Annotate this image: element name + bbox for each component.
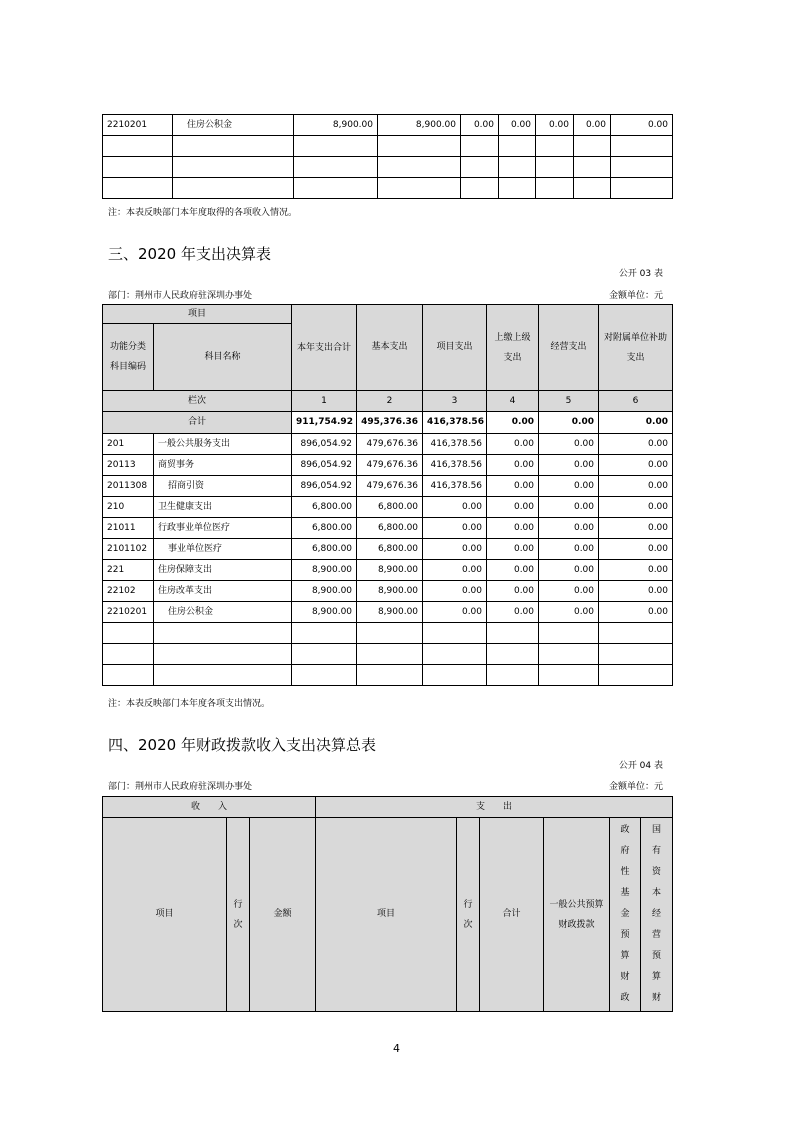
empty-cell	[154, 644, 292, 665]
table-cell: 479,676.36	[357, 455, 423, 476]
empty-cell	[357, 623, 423, 644]
empty-cell	[294, 136, 378, 157]
header-upper: 上缴上级支出	[487, 305, 539, 391]
header-row	[103, 305, 673, 324]
header-row-no: 行次	[227, 818, 250, 1012]
empty-cell	[378, 157, 461, 178]
empty-cell	[599, 623, 673, 644]
empty-cell	[499, 136, 536, 157]
col-number: 2	[357, 391, 423, 412]
empty-cell	[292, 665, 357, 686]
empty-cell	[536, 178, 574, 199]
header-amount: 金额	[250, 818, 316, 1012]
empty-cell	[599, 644, 673, 665]
table-row	[103, 455, 673, 476]
table-cell: 6,800.00	[292, 539, 357, 560]
empty-cell	[599, 665, 673, 686]
table-row	[103, 497, 673, 518]
empty-cell	[103, 136, 173, 157]
section3-unit: 金额单位：元	[608, 291, 663, 301]
table-cell: 住房公积金	[154, 602, 292, 623]
table-cell: 896,054.92	[292, 434, 357, 455]
empty-row	[103, 136, 673, 157]
empty-cell	[611, 157, 673, 178]
table-cell: 0.00	[423, 497, 487, 518]
table-row	[103, 581, 673, 602]
total-value: 495,376.36	[357, 412, 423, 434]
table-row	[103, 434, 673, 455]
table-cell: 6,800.00	[292, 497, 357, 518]
empty-cell	[461, 157, 499, 178]
page-number: 4	[393, 1042, 400, 1055]
table-cell: 479,676.36	[357, 434, 423, 455]
header-state: 国有资本经营预算财	[641, 818, 673, 1012]
total-value: 0.00	[487, 412, 539, 434]
table-row	[103, 602, 673, 623]
empty-cell	[539, 623, 599, 644]
table-cell: 479,676.36	[357, 476, 423, 497]
header-fund: 政府性基金预算财政	[610, 818, 641, 1012]
table-cell: 221	[103, 560, 154, 581]
header-total: 合计	[480, 818, 544, 1012]
empty-cell	[357, 665, 423, 686]
table-cell: 卫生健康支出	[154, 497, 292, 518]
table-cell: 0.00	[487, 539, 539, 560]
section3-heading: 三、2020 年支出决算表	[108, 245, 271, 263]
col-row-label: 栏次	[103, 391, 292, 412]
table-row	[103, 518, 673, 539]
section4-table-no: 公开 04 表	[618, 761, 663, 771]
cell-value: 0.00	[611, 115, 673, 136]
table-cell: 0.00	[423, 581, 487, 602]
table-cell: 0.00	[487, 518, 539, 539]
table-cell: 0.00	[423, 518, 487, 539]
table-cell: 0.00	[539, 518, 599, 539]
empty-cell	[499, 157, 536, 178]
empty-cell	[461, 136, 499, 157]
empty-cell	[103, 644, 154, 665]
table-cell: 210	[103, 497, 154, 518]
empty-cell	[611, 136, 673, 157]
table-cell: 20113	[103, 455, 154, 476]
empty-cell	[103, 623, 154, 644]
table-cell: 8,900.00	[292, 581, 357, 602]
table-cell: 0.00	[599, 455, 673, 476]
header-project: 项目	[103, 305, 292, 324]
cell-value: 8,900.00	[378, 115, 461, 136]
empty-cell	[294, 157, 378, 178]
fiscal-summary-table	[102, 796, 673, 1012]
table-cell: 0.00	[423, 560, 487, 581]
empty-cell	[357, 644, 423, 665]
total-value: 0.00	[599, 412, 673, 434]
table-cell: 0.00	[487, 560, 539, 581]
empty-row	[103, 157, 673, 178]
empty-cell	[487, 623, 539, 644]
total-value: 0.00	[539, 412, 599, 434]
empty-cell	[103, 178, 173, 199]
table-row	[103, 115, 673, 136]
table-row	[103, 560, 673, 581]
table-cell: 一般公共服务支出	[154, 434, 292, 455]
cell-value: 0.00	[574, 115, 611, 136]
table-cell: 住房改革支出	[154, 581, 292, 602]
header-subsidy: 对附属单位补助支出	[599, 305, 673, 391]
section3-dept: 部门：荆州市人民政府驻深圳办事处	[108, 291, 253, 301]
table-cell: 0.00	[539, 434, 599, 455]
total-value: 911,754.92	[292, 412, 357, 434]
cell-value: 0.00	[536, 115, 574, 136]
table-cell: 6,800.00	[357, 518, 423, 539]
empty-cell	[103, 157, 173, 178]
table-cell: 0.00	[599, 560, 673, 581]
table-cell: 416,378.56	[423, 455, 487, 476]
table-cell: 6,800.00	[357, 539, 423, 560]
table-cell: 0.00	[539, 455, 599, 476]
table-cell: 0.00	[539, 581, 599, 602]
empty-cell	[173, 157, 294, 178]
col-number: 4	[487, 391, 539, 412]
table-cell: 0.00	[599, 602, 673, 623]
expense-table	[102, 304, 673, 686]
cell-value: 0.00	[461, 115, 499, 136]
empty-cell	[294, 178, 378, 199]
empty-cell	[103, 665, 154, 686]
cell-value: 8,900.00	[294, 115, 378, 136]
table-cell: 0.00	[599, 581, 673, 602]
empty-cell	[154, 623, 292, 644]
table-cell: 2210201	[103, 602, 154, 623]
col-number: 1	[292, 391, 357, 412]
empty-row	[103, 623, 673, 644]
cell-value: 0.00	[499, 115, 536, 136]
empty-cell	[487, 665, 539, 686]
empty-cell	[574, 178, 611, 199]
table-cell: 0.00	[423, 602, 487, 623]
table-cell: 0.00	[599, 434, 673, 455]
header-total: 本年支出合计	[292, 305, 357, 391]
empty-cell	[499, 178, 536, 199]
expense-note: 注：本表反映部门本年度各项支出情况。	[108, 699, 271, 709]
table-cell: 商贸事务	[154, 455, 292, 476]
empty-cell	[378, 178, 461, 199]
table-cell: 8,900.00	[292, 602, 357, 623]
empty-cell	[378, 136, 461, 157]
table-cell: 0.00	[487, 581, 539, 602]
section3-table-no: 公开 03 表	[618, 269, 663, 279]
section4-dept: 部门：荆州市人民政府驻深圳办事处	[108, 782, 253, 792]
cell-name: 住房公积金	[173, 115, 294, 136]
table-cell: 21011	[103, 518, 154, 539]
table-cell: 0.00	[539, 497, 599, 518]
table-cell: 8,900.00	[357, 602, 423, 623]
header-row	[103, 797, 673, 818]
table-cell: 0.00	[487, 434, 539, 455]
empty-cell	[574, 136, 611, 157]
header-item2: 项目	[316, 818, 457, 1012]
table-cell: 0.00	[599, 476, 673, 497]
table-cell: 0.00	[599, 518, 673, 539]
col-number: 5	[539, 391, 599, 412]
empty-row	[103, 665, 673, 686]
table-row	[103, 539, 673, 560]
table-cell: 22102	[103, 581, 154, 602]
cell-code: 2210201	[103, 115, 173, 136]
header-row-no2: 行次	[457, 818, 480, 1012]
empty-cell	[423, 623, 487, 644]
table-cell: 6,800.00	[357, 497, 423, 518]
section4-unit: 金额单位：元	[608, 782, 663, 792]
header-basic: 基本支出	[357, 305, 423, 391]
empty-cell	[173, 136, 294, 157]
empty-cell	[173, 178, 294, 199]
column-number-row	[103, 391, 673, 412]
header-code: 功能分类科目编码	[103, 324, 154, 391]
table-cell: 8,900.00	[357, 581, 423, 602]
total-label: 合计	[103, 412, 292, 434]
empty-row	[103, 178, 673, 199]
table-cell: 0.00	[539, 602, 599, 623]
empty-cell	[292, 623, 357, 644]
table-cell: 0.00	[599, 539, 673, 560]
table-cell: 住房保障支出	[154, 560, 292, 581]
table-cell: 201	[103, 434, 154, 455]
empty-cell	[611, 178, 673, 199]
empty-cell	[574, 157, 611, 178]
header-business: 经营支出	[539, 305, 599, 391]
section4-heading: 四、2020 年财政拨款收入支出决算总表	[108, 736, 376, 754]
empty-cell	[292, 644, 357, 665]
header-name: 科目名称	[154, 324, 292, 391]
table-cell: 0.00	[487, 455, 539, 476]
table-cell: 0.00	[539, 539, 599, 560]
table-cell: 6,800.00	[292, 518, 357, 539]
header-item: 项目支出	[423, 305, 487, 391]
header-general: 一般公共预算财政拨款	[544, 818, 610, 1012]
table-cell: 行政事业单位医疗	[154, 518, 292, 539]
empty-cell	[536, 136, 574, 157]
table-cell: 0.00	[423, 539, 487, 560]
table-cell: 896,054.92	[292, 476, 357, 497]
empty-cell	[423, 644, 487, 665]
total-row	[103, 412, 673, 434]
table-cell: 896,054.92	[292, 455, 357, 476]
table-cell: 0.00	[599, 497, 673, 518]
table-cell: 招商引资	[154, 476, 292, 497]
table-cell: 416,378.56	[423, 476, 487, 497]
table-cell: 0.00	[487, 497, 539, 518]
table-cell: 0.00	[539, 560, 599, 581]
table-cell: 0.00	[487, 602, 539, 623]
empty-cell	[539, 665, 599, 686]
income-table-continuation	[102, 114, 673, 199]
empty-cell	[539, 644, 599, 665]
empty-row	[103, 644, 673, 665]
empty-cell	[154, 665, 292, 686]
header-item: 项目	[103, 818, 227, 1012]
header-expense: 支 出	[316, 797, 673, 818]
table-row	[103, 476, 673, 497]
table-cell: 8,900.00	[292, 560, 357, 581]
total-value: 416,378.56	[423, 412, 487, 434]
header-row	[103, 818, 673, 1012]
table-cell: 8,900.00	[357, 560, 423, 581]
header-income: 收 入	[103, 797, 316, 818]
col-number: 3	[423, 391, 487, 412]
empty-cell	[423, 665, 487, 686]
table-cell: 416,378.56	[423, 434, 487, 455]
table-cell: 2011308	[103, 476, 154, 497]
table-cell: 0.00	[487, 476, 539, 497]
empty-cell	[536, 157, 574, 178]
table-cell: 2101102	[103, 539, 154, 560]
empty-cell	[461, 178, 499, 199]
table-cell: 事业单位医疗	[154, 539, 292, 560]
table-cell: 0.00	[539, 476, 599, 497]
income-note: 注：本表反映部门本年度取得的各项收入情况。	[108, 208, 298, 218]
col-number: 6	[599, 391, 673, 412]
empty-cell	[487, 644, 539, 665]
